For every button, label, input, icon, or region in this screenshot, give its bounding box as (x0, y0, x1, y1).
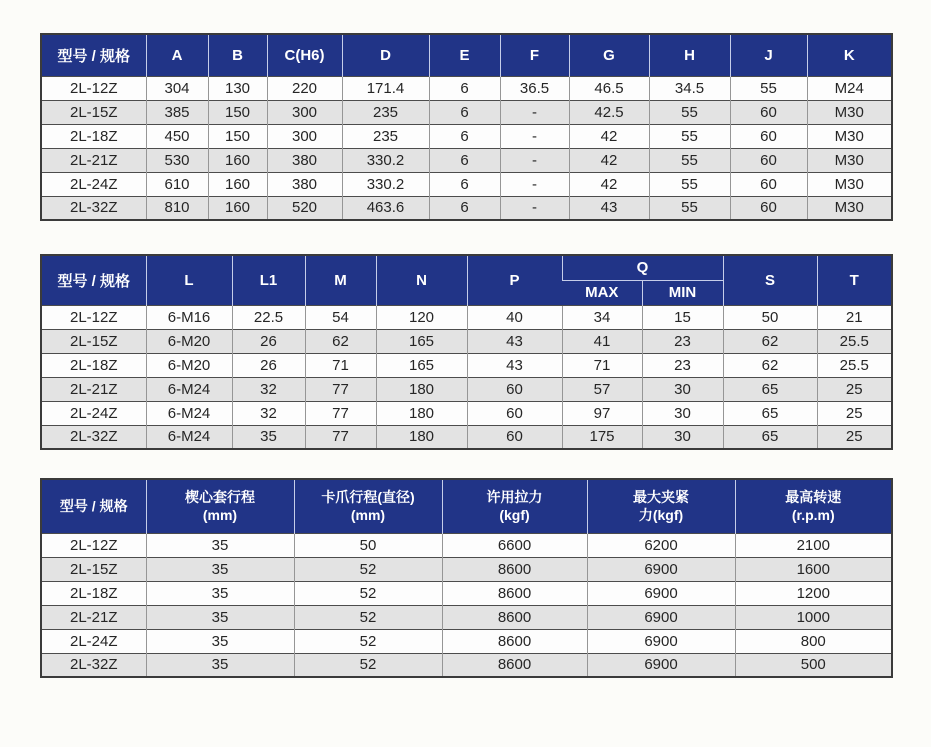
value-cell: 62 (723, 329, 817, 353)
value-cell: 40 (467, 305, 562, 329)
value-cell: 300 (267, 124, 342, 148)
value-cell: 235 (342, 124, 429, 148)
value-cell: 450 (146, 124, 208, 148)
value-cell: 380 (267, 172, 342, 196)
model-cell: 2L-12Z (41, 533, 146, 557)
header-A: A (146, 34, 208, 76)
value-cell: 150 (208, 124, 267, 148)
value-cell: - (500, 124, 569, 148)
value-cell: 54 (305, 305, 376, 329)
value-cell: - (500, 100, 569, 124)
header-model: 型号 / 规格 (41, 34, 146, 76)
value-cell: 35 (146, 653, 294, 677)
value-cell: 180 (376, 377, 467, 401)
value-cell: 150 (208, 100, 267, 124)
value-cell: 160 (208, 196, 267, 220)
value-cell: 55 (649, 196, 730, 220)
header-H: H (649, 34, 730, 76)
model-cell: 2L-21Z (41, 377, 146, 401)
table-row (41, 377, 892, 401)
header-allowable-pull-force (442, 479, 587, 533)
value-cell: 23 (642, 353, 723, 377)
header-T: T (817, 255, 892, 305)
header-row (41, 255, 892, 280)
value-cell: 25.5 (817, 353, 892, 377)
header-line-1: 卡爪行程(直径) (321, 489, 415, 506)
value-cell: 55 (649, 100, 730, 124)
value-cell: 30 (642, 377, 723, 401)
value-cell: 2100 (735, 533, 892, 557)
value-cell: 35 (146, 533, 294, 557)
value-cell: 71 (305, 353, 376, 377)
value-cell: 500 (735, 653, 892, 677)
table-row (41, 353, 892, 377)
value-cell: 50 (723, 305, 817, 329)
value-cell: 463.6 (342, 196, 429, 220)
model-cell: 2L-18Z (41, 353, 146, 377)
value-cell: 52 (294, 605, 442, 629)
value-cell: 1200 (735, 581, 892, 605)
header-model: 型号 / 规格 (41, 255, 146, 305)
value-cell: 52 (294, 581, 442, 605)
header-G: G (569, 34, 649, 76)
header-K: K (807, 34, 892, 76)
value-cell: 330.2 (342, 148, 429, 172)
header-line-1: 最大夹紧 (633, 489, 689, 506)
value-cell: 8600 (442, 653, 587, 677)
value-cell: 62 (723, 353, 817, 377)
value-cell: 26 (232, 329, 305, 353)
header-N: N (376, 255, 467, 305)
value-cell: 43 (467, 353, 562, 377)
header-L: L (146, 255, 232, 305)
table-row (41, 629, 892, 653)
table-row (41, 401, 892, 425)
value-cell: 6-M24 (146, 401, 232, 425)
table-row (41, 124, 892, 148)
header-line-2: 力(kgf) (638, 507, 684, 524)
value-cell: 6-M20 (146, 329, 232, 353)
value-cell: M30 (807, 100, 892, 124)
value-cell: 25 (817, 377, 892, 401)
table-row (41, 581, 892, 605)
model-cell: 2L-18Z (41, 581, 146, 605)
value-cell: 180 (376, 401, 467, 425)
value-cell: 220 (267, 76, 342, 100)
model-cell: 2L-21Z (41, 605, 146, 629)
value-cell: 130 (208, 76, 267, 100)
value-cell: M30 (807, 148, 892, 172)
header-D: D (342, 34, 429, 76)
value-cell: 1000 (735, 605, 892, 629)
value-cell: 6600 (442, 533, 587, 557)
table-row (41, 653, 892, 677)
value-cell: 810 (146, 196, 208, 220)
value-cell: 800 (735, 629, 892, 653)
value-cell: - (500, 148, 569, 172)
header-Q: Q (562, 255, 723, 280)
model-cell: 2L-12Z (41, 76, 146, 100)
table-row (41, 329, 892, 353)
model-cell: 2L-32Z (41, 196, 146, 220)
value-cell: 60 (730, 148, 807, 172)
header-jaw-stroke-diameter (294, 479, 442, 533)
header-max-speed (735, 479, 892, 533)
value-cell: 42 (569, 148, 649, 172)
value-cell: 520 (267, 196, 342, 220)
value-cell: 42.5 (569, 100, 649, 124)
value-cell: 35 (146, 629, 294, 653)
value-cell: 6900 (587, 581, 735, 605)
value-cell: 42 (569, 172, 649, 196)
header-line-1: 最高转速 (785, 489, 842, 506)
value-cell: 6 (429, 100, 500, 124)
header-line-2: (kgf) (499, 507, 530, 524)
value-cell: 60 (467, 401, 562, 425)
value-cell: 35 (232, 425, 305, 449)
value-cell: 530 (146, 148, 208, 172)
value-cell: 26 (232, 353, 305, 377)
value-cell: 175 (562, 425, 642, 449)
value-cell: 25.5 (817, 329, 892, 353)
value-cell: 52 (294, 629, 442, 653)
value-cell: 60 (730, 124, 807, 148)
header-P: P (467, 255, 562, 305)
value-cell: 32 (232, 377, 305, 401)
value-cell: 180 (376, 425, 467, 449)
value-cell: 32 (232, 401, 305, 425)
value-cell: M24 (807, 76, 892, 100)
model-cell: 2L-15Z (41, 100, 146, 124)
value-cell: 160 (208, 172, 267, 196)
value-cell: 35 (146, 557, 294, 581)
header-M: M (305, 255, 376, 305)
value-cell: 55 (649, 124, 730, 148)
dimensions-table-2 (40, 254, 893, 450)
value-cell: 610 (146, 172, 208, 196)
value-cell: 25 (817, 425, 892, 449)
value-cell: - (500, 196, 569, 220)
model-cell: 2L-18Z (41, 124, 146, 148)
value-cell: 8600 (442, 581, 587, 605)
value-cell: 30 (642, 425, 723, 449)
value-cell: 8600 (442, 629, 587, 653)
value-cell: - (500, 172, 569, 196)
value-cell: 35 (146, 581, 294, 605)
value-cell: 6200 (587, 533, 735, 557)
header-row (41, 34, 892, 76)
value-cell: 6900 (587, 629, 735, 653)
value-cell: 42 (569, 124, 649, 148)
header-J: J (730, 34, 807, 76)
header-B: B (208, 34, 267, 76)
value-cell: 171.4 (342, 76, 429, 100)
header-row (41, 479, 892, 533)
value-cell: 77 (305, 401, 376, 425)
table-row (41, 148, 892, 172)
table-row (41, 557, 892, 581)
value-cell: 30 (642, 401, 723, 425)
header-model (41, 479, 146, 533)
value-cell: 304 (146, 76, 208, 100)
table-row (41, 196, 892, 220)
value-cell: 22.5 (232, 305, 305, 329)
dimensions-table-1 (40, 33, 893, 221)
value-cell: 71 (562, 353, 642, 377)
value-cell: 160 (208, 148, 267, 172)
value-cell: 77 (305, 425, 376, 449)
value-cell: 97 (562, 401, 642, 425)
header-E: E (429, 34, 500, 76)
value-cell: 50 (294, 533, 442, 557)
header-max-clamping-force (587, 479, 735, 533)
value-cell: 43 (569, 196, 649, 220)
model-cell: 2L-32Z (41, 425, 146, 449)
value-cell: 6 (429, 172, 500, 196)
value-cell: 385 (146, 100, 208, 124)
value-cell: 6-M24 (146, 377, 232, 401)
value-cell: M30 (807, 196, 892, 220)
value-cell: 8600 (442, 605, 587, 629)
value-cell: 6900 (587, 605, 735, 629)
table-row (41, 100, 892, 124)
value-cell: 52 (294, 653, 442, 677)
value-cell: 6-M20 (146, 353, 232, 377)
value-cell: M30 (807, 172, 892, 196)
value-cell: 34.5 (649, 76, 730, 100)
table-row (41, 172, 892, 196)
value-cell: 6900 (587, 557, 735, 581)
header-line-1: 楔心套行程 (185, 489, 255, 506)
value-cell: 60 (730, 100, 807, 124)
value-cell: 6 (429, 196, 500, 220)
value-cell: 65 (723, 401, 817, 425)
header-Q-min: MIN (642, 280, 723, 305)
table-row (41, 305, 892, 329)
value-cell: 60 (467, 425, 562, 449)
value-cell: 34 (562, 305, 642, 329)
table-row (41, 76, 892, 100)
value-cell: 165 (376, 329, 467, 353)
value-cell: 60 (730, 172, 807, 196)
table-row (41, 533, 892, 557)
header-C-H6: C(H6) (267, 34, 342, 76)
value-cell: 62 (305, 329, 376, 353)
header-Q-max: MAX (562, 280, 642, 305)
model-cell: 2L-15Z (41, 329, 146, 353)
header-S: S (723, 255, 817, 305)
value-cell: 21 (817, 305, 892, 329)
value-cell: 46.5 (569, 76, 649, 100)
value-cell: 25 (817, 401, 892, 425)
value-cell: 52 (294, 557, 442, 581)
value-cell: 8600 (442, 557, 587, 581)
model-cell: 2L-12Z (41, 305, 146, 329)
header-line-2: (r.p.m) (791, 507, 835, 524)
value-cell: 43 (467, 329, 562, 353)
header-line-1: 型号 / 规格 (59, 498, 128, 515)
value-cell: 6900 (587, 653, 735, 677)
value-cell: 60 (467, 377, 562, 401)
value-cell: 300 (267, 100, 342, 124)
header-L1: L1 (232, 255, 305, 305)
value-cell: 1600 (735, 557, 892, 581)
value-cell: 55 (649, 172, 730, 196)
model-cell: 2L-24Z (41, 629, 146, 653)
value-cell: 235 (342, 100, 429, 124)
model-cell: 2L-24Z (41, 172, 146, 196)
value-cell: 6 (429, 124, 500, 148)
value-cell: 55 (730, 76, 807, 100)
model-cell: 2L-15Z (41, 557, 146, 581)
value-cell: 6 (429, 76, 500, 100)
value-cell: 65 (723, 377, 817, 401)
header-wedge-sleeve-stroke (146, 479, 294, 533)
value-cell: 65 (723, 425, 817, 449)
header-line-1: 许用拉力 (486, 489, 543, 506)
model-cell: 2L-24Z (41, 401, 146, 425)
model-cell: 2L-21Z (41, 148, 146, 172)
value-cell: 23 (642, 329, 723, 353)
header-line-2: (mm) (350, 507, 386, 524)
value-cell: 60 (730, 196, 807, 220)
header-line-2: (mm) (202, 507, 238, 524)
value-cell: 6-M16 (146, 305, 232, 329)
value-cell: 120 (376, 305, 467, 329)
value-cell: 77 (305, 377, 376, 401)
value-cell: 330.2 (342, 172, 429, 196)
value-cell: 6 (429, 148, 500, 172)
value-cell: 6-M24 (146, 425, 232, 449)
model-cell: 2L-32Z (41, 653, 146, 677)
value-cell: 55 (649, 148, 730, 172)
value-cell: 15 (642, 305, 723, 329)
table-row (41, 605, 892, 629)
value-cell: 165 (376, 353, 467, 377)
value-cell: M30 (807, 124, 892, 148)
performance-table (40, 478, 893, 678)
value-cell: 41 (562, 329, 642, 353)
value-cell: 57 (562, 377, 642, 401)
value-cell: 35 (146, 605, 294, 629)
value-cell: 36.5 (500, 76, 569, 100)
value-cell: 380 (267, 148, 342, 172)
header-F: F (500, 34, 569, 76)
table-row (41, 425, 892, 449)
